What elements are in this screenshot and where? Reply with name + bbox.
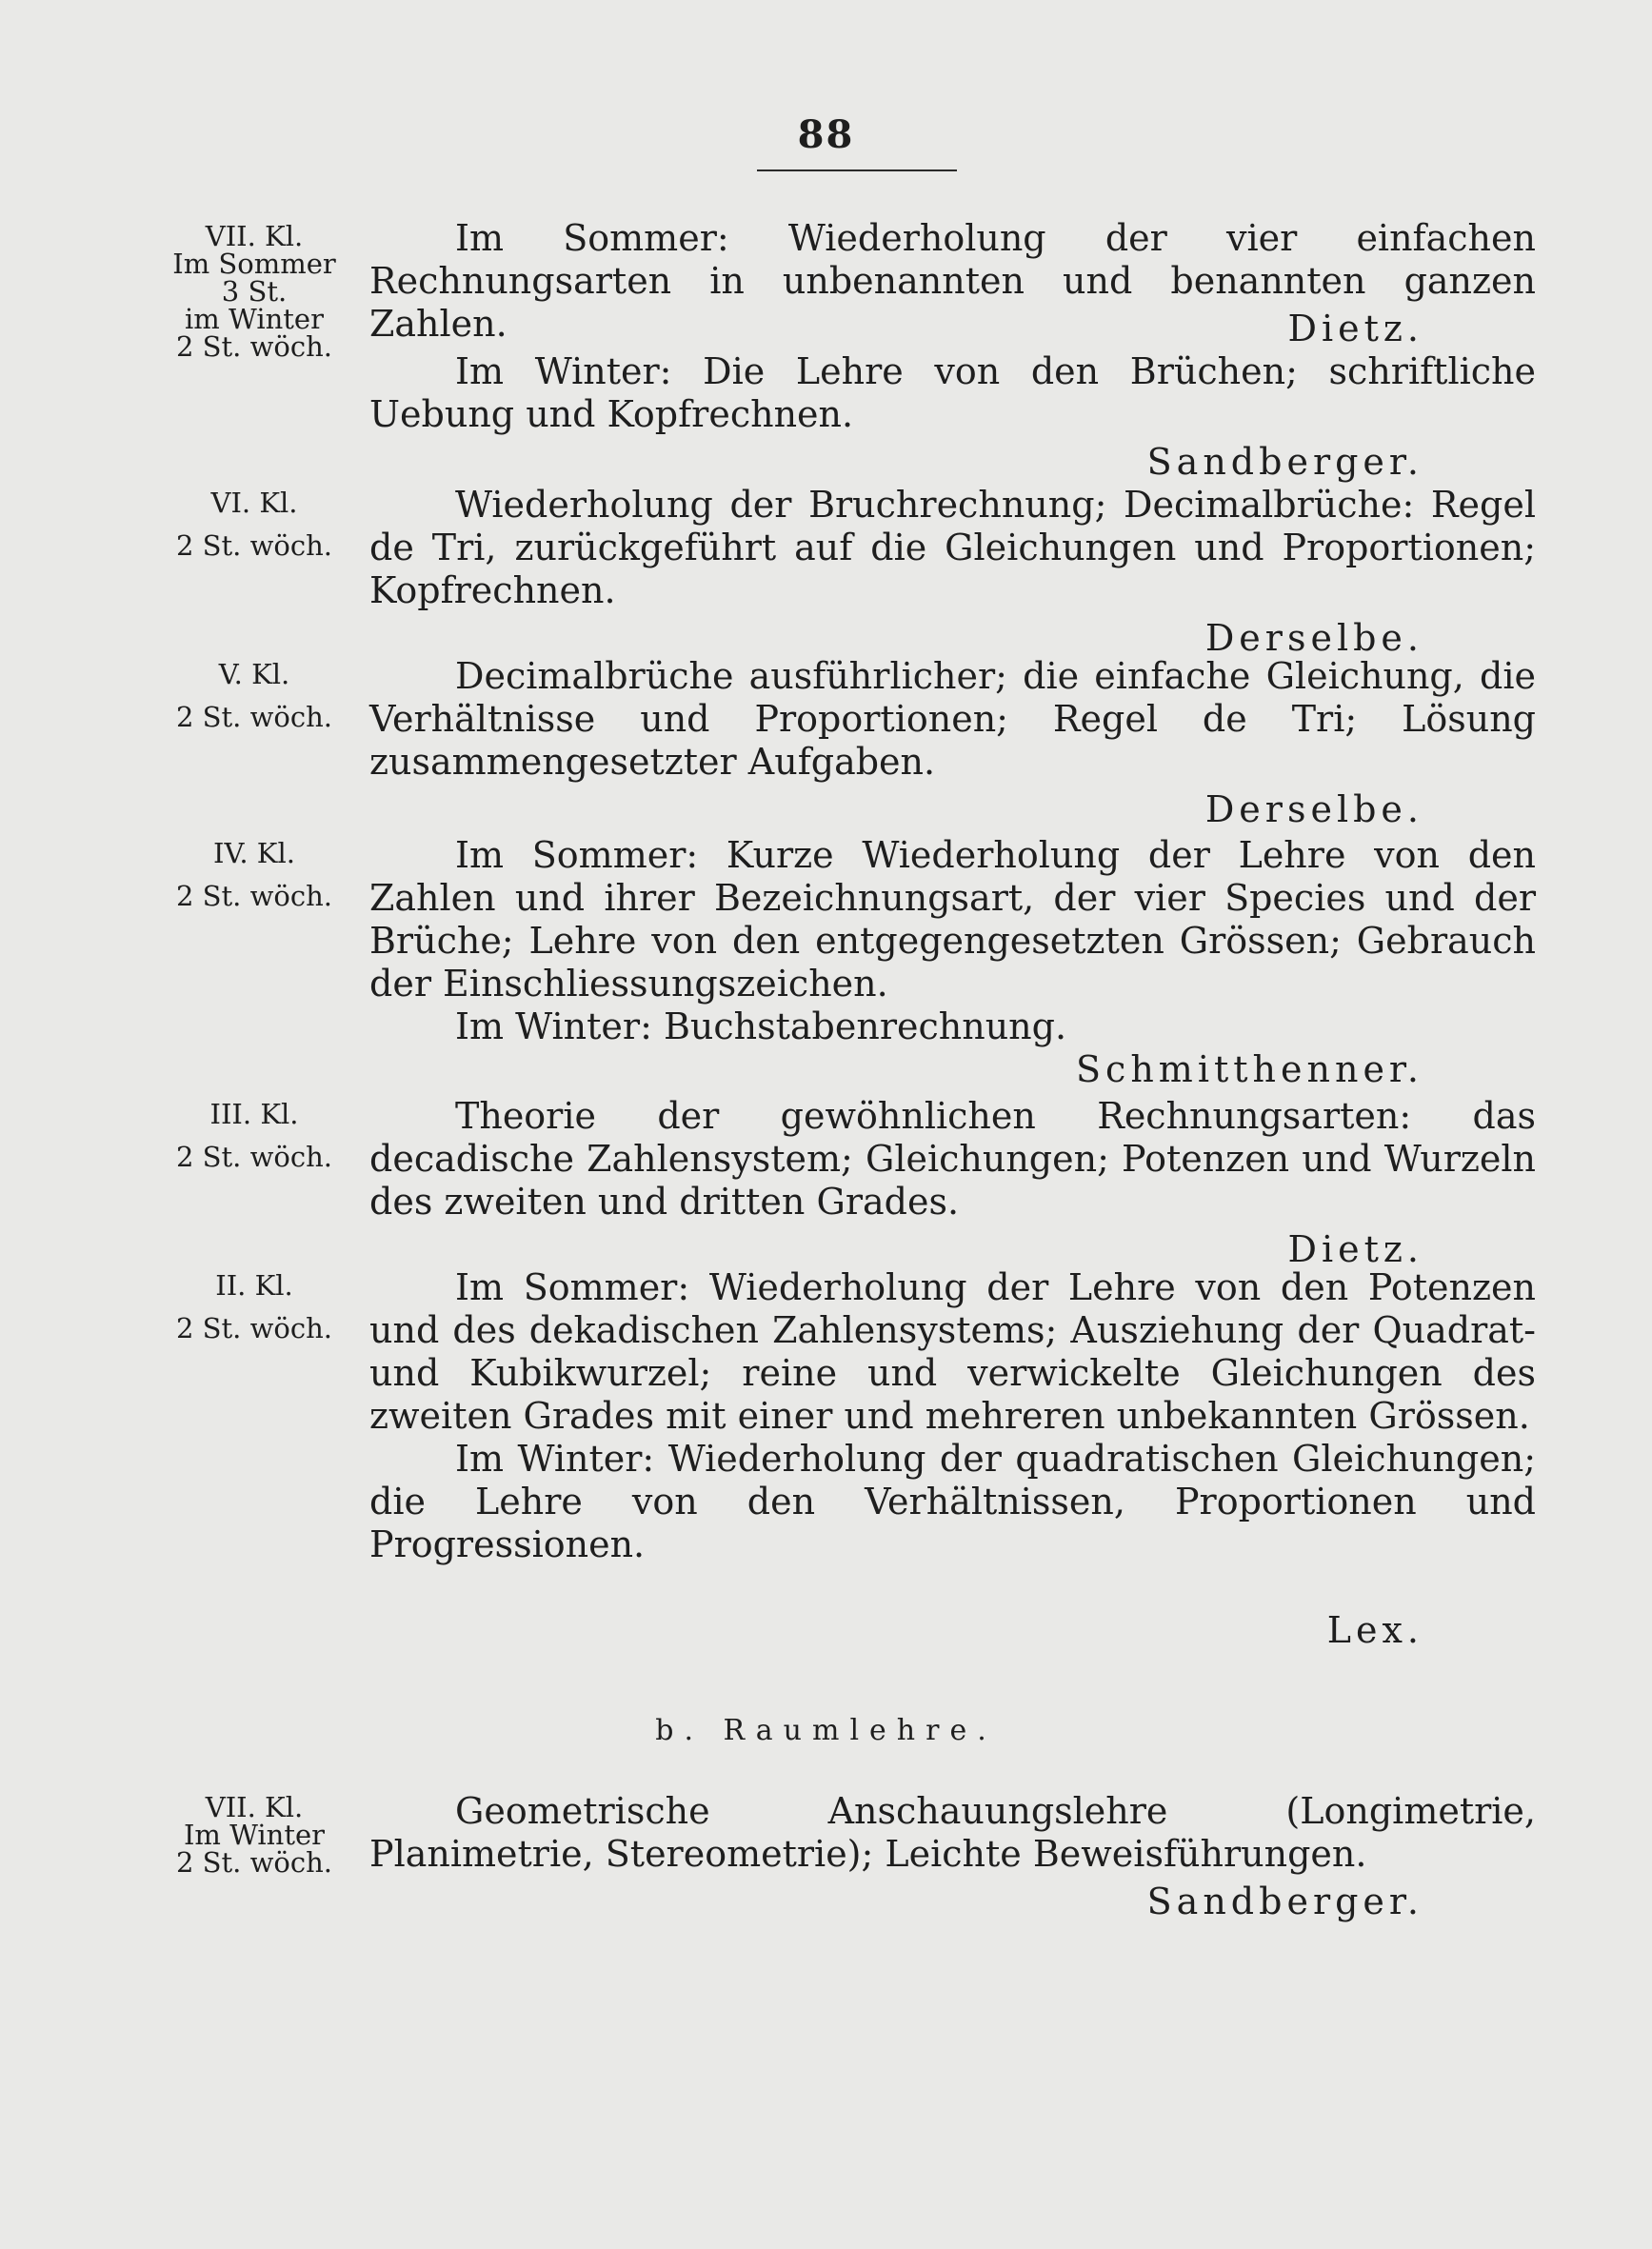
course-paragraph: Im Sommer: Wiederholung der Lehre von den Potenzen und des dekadischen Zahlensystems; Ausziehung der Quadrat- und Kubikwurzel; reine und verwickelte Gleichungen des zweiten Grades mit einer und mehreren unbekannten Grössen. bbox=[369, 1266, 1536, 1437]
hours-label: 2 St. wöch. bbox=[175, 880, 333, 912]
course-description bbox=[369, 1095, 1536, 1224]
teacher-name: Schmitthenner. bbox=[1076, 1048, 1423, 1090]
hours-label: 2 St. wöch. bbox=[175, 529, 333, 562]
course-description bbox=[369, 834, 1536, 1048]
class-marginal-note bbox=[154, 837, 354, 912]
teacher-name: Dietz. bbox=[1287, 308, 1423, 349]
teacher-name: Sandberger. bbox=[1146, 441, 1423, 483]
course-paragraph: Geometrische Anschauungslehre (Longimetrie, Planimetrie, Stereometrie); Leichte Beweisführungen. bbox=[369, 1790, 1536, 1875]
term-label: Im Winter bbox=[183, 1819, 326, 1851]
class-label: II. Kl. bbox=[215, 1269, 293, 1302]
teacher-name: Lex. bbox=[1326, 1609, 1423, 1651]
class-label: VI. Kl. bbox=[210, 487, 298, 519]
course-paragraph: Im Winter: Wiederholung der quadratischen Gleichungen; die Lehre von den Verhältnissen, Proportionen und Progressionen. bbox=[369, 1438, 1536, 1565]
hours-label: 2 St. wöch. bbox=[175, 1141, 333, 1173]
course-paragraph: Decimalbrüche ausführlicher; die einfache Gleichung, die Verhältnisse und Proportionen; Regel de Tri; Lösung zusammengesetzter Aufgaben. bbox=[369, 655, 1536, 783]
section-heading: b. Raumlehre. bbox=[655, 1714, 997, 1747]
class-marginal-note bbox=[154, 1791, 354, 1879]
class-marginal-note bbox=[154, 1269, 354, 1344]
class-label: IV. Kl. bbox=[213, 837, 295, 869]
course-description bbox=[369, 350, 1536, 436]
course-description bbox=[369, 655, 1536, 784]
class-marginal-note bbox=[154, 658, 354, 733]
class-marginal-note bbox=[154, 220, 354, 363]
teacher-name: Sandberger. bbox=[1146, 1881, 1423, 1922]
course-description bbox=[369, 1790, 1536, 1876]
class-label: III. Kl. bbox=[209, 1098, 299, 1130]
hours-label: 3 St. bbox=[221, 275, 288, 308]
class-marginal-note bbox=[154, 489, 354, 560]
class-label: VII. Kl. bbox=[205, 220, 304, 252]
course-description bbox=[369, 1266, 1536, 1566]
teacher-name: Derselbe. bbox=[1204, 617, 1423, 659]
hours-label: 2 St. wöch. bbox=[175, 1846, 333, 1879]
course-paragraph: Theorie der gewöhnlichen Rechnungsarten: das decadische Zahlensystem; Gleichungen; Potenzen und Wurzeln des zweiten und dritten Grades. bbox=[369, 1095, 1536, 1223]
term-label: im Winter bbox=[185, 303, 324, 335]
hours-label: 2 St. wöch. bbox=[175, 701, 333, 733]
hours-label: 2 St. wöch. bbox=[175, 330, 333, 363]
course-paragraph: Im Sommer: Wiederholung der vier einfachen Rechnungsarten in unbenannten und benannten ganzen Zahlen. bbox=[369, 217, 1536, 345]
course-paragraph: Im Winter: Buchstabenrechnung. bbox=[455, 1005, 1067, 1047]
term-label: Im Sommer bbox=[172, 248, 336, 280]
course-description bbox=[369, 484, 1536, 612]
course-paragraph: Im Winter: Die Lehre von den Brüchen; schriftliche Uebung und Kopfrechnen. bbox=[369, 350, 1536, 435]
header-rule bbox=[757, 169, 957, 171]
course-paragraph: Im Sommer: Kurze Wiederholung der Lehre von den Zahlen und ihrer Bezeichnungsart, der vier Species und der Brüche; Lehre von den entgegengesetzten Grössen; Gebrauch der Einschliessungszeichen. bbox=[369, 834, 1536, 1005]
page-number: 88 bbox=[797, 112, 855, 157]
teacher-name: Dietz. bbox=[1287, 1228, 1423, 1270]
class-label: VII. Kl. bbox=[205, 1791, 304, 1823]
class-label: V. Kl. bbox=[218, 658, 290, 690]
class-marginal-note bbox=[154, 1098, 354, 1173]
hours-label: 2 St. wöch. bbox=[175, 1312, 333, 1344]
teacher-name: Derselbe. bbox=[1204, 788, 1423, 830]
course-paragraph: Wiederholung der Bruchrechnung; Decimalbrüche: Regel de Tri, zurückgeführt auf die Gleichungen und Proportionen; Kopfrechnen. bbox=[369, 484, 1536, 611]
